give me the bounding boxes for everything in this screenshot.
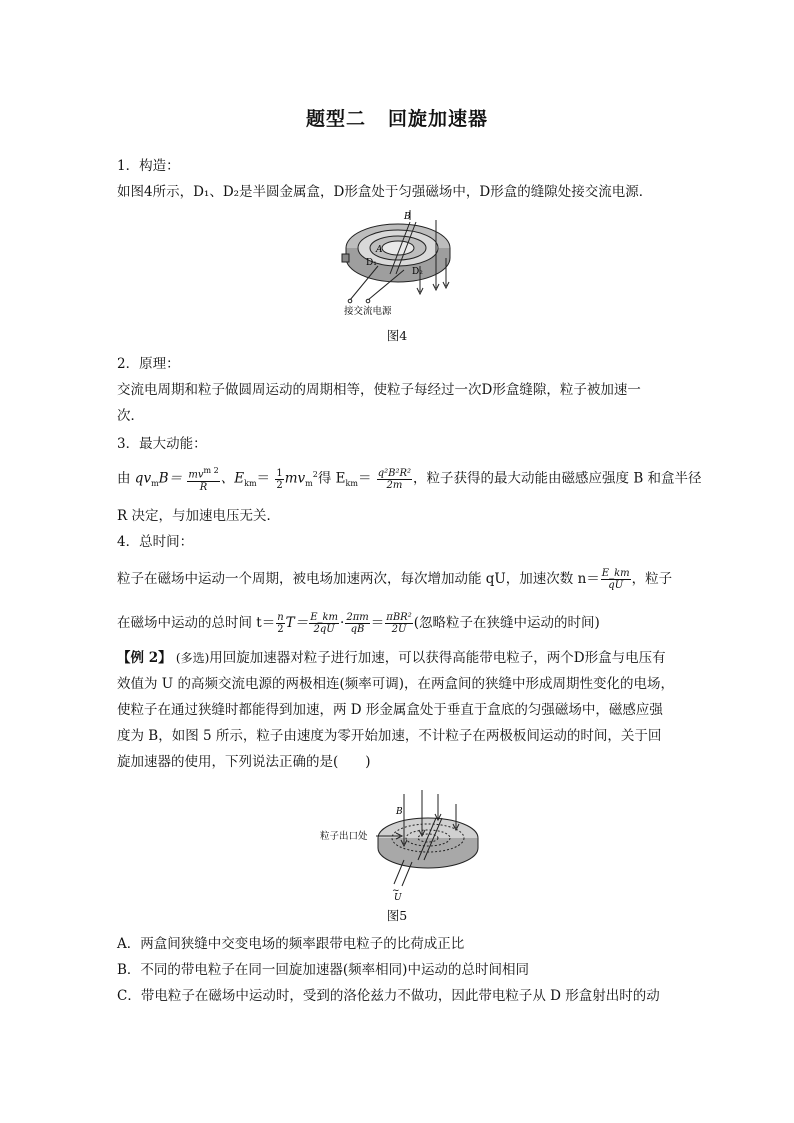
page-title xyxy=(0,104,794,131)
example-line5: 旋加速器的使用，下列说法正确的是( ) xyxy=(117,754,371,770)
example-line2: 效值为 U 的高频交流电源的两极相连(频率可调)，在两盒间的狭缝中形成周期性变化的电场， xyxy=(117,676,674,692)
figure4-cyclotron-diagram xyxy=(338,208,462,316)
section2-heading: 2．原理： xyxy=(117,356,180,372)
s4-frac-n-num: E_km xyxy=(601,568,630,579)
s4-frac-t3-den: qB xyxy=(350,624,365,635)
s4-t-mid: T＝ xyxy=(285,615,309,631)
s4-dot: · xyxy=(340,615,345,631)
example-text-1: 用回旋加速器对粒子进行加速，可以获得高能带电粒子，两个D形盒与电压有 xyxy=(209,650,666,666)
s3-frac3 xyxy=(377,468,412,491)
section2-text-line2: 次． xyxy=(117,408,144,424)
s3-mv: mv xyxy=(284,470,306,487)
s4-frac-t3-num: 2πm xyxy=(346,612,369,623)
s3-frac2-num: 1 xyxy=(276,467,283,479)
s3-mv-sub: m xyxy=(305,479,313,489)
s3-frac1-den: R xyxy=(199,481,208,493)
s4-frac-t2 xyxy=(309,612,339,635)
s4-frac-t4-den: 2U xyxy=(391,624,407,635)
option-b: B．不同的带电粒子在同一回旋加速器(频率相同)中运动的总时间相同 xyxy=(117,962,529,978)
s3-frac2 xyxy=(275,468,283,491)
fig5-label-u: U xyxy=(394,893,402,900)
s3-de: 得 E xyxy=(317,470,346,487)
s3-qv-sub: m xyxy=(151,479,159,489)
s3-frac1 xyxy=(187,465,219,492)
section4-heading: 4．总时间： xyxy=(117,534,194,550)
example-type: (多选) xyxy=(175,651,210,665)
section4-line2 xyxy=(117,610,679,636)
figure4-caption: 图4 xyxy=(386,328,408,343)
s4-frac-t4-num: πBR² xyxy=(386,612,412,623)
s4-frac-t2-num: E_km xyxy=(310,612,339,623)
s4-l2-prefix: 在磁场中运动的总时间 t＝ xyxy=(117,615,276,631)
example-line4: 度为 B，如图 5 所示，粒子由速度为零开始加速，不计粒子在两极板间运动的时间，关于回 xyxy=(117,728,662,744)
s4-l1-prefix: 粒子在磁场中运动一个周期，被电场加速两次，每次增加动能 qU，加速次数 n＝ xyxy=(117,571,600,587)
s3-qv: qv xyxy=(134,470,152,487)
figure5-cyclotron-diagram xyxy=(318,790,484,900)
example-line3: 使粒子在通过狭缝时都能得到加速，两 D 形金属盒处于垂直于盒底的匀强磁场中，磁感应强 xyxy=(117,702,663,718)
s3-frac1-sup: m 2 xyxy=(203,466,219,476)
s3-ekm2-sub: km xyxy=(345,479,358,489)
s4-eq: ＝ xyxy=(370,615,385,631)
option-c: C．带电粒子在磁场中运动时，受到的洛伦兹力不做功，因此带电粒子从 D 形盒射出时的动 xyxy=(117,988,660,1004)
s4-frac-t1-num: n xyxy=(277,612,284,623)
s3-suffix: ，粒子获得的最大动能由磁感应强度 B 和盒半径 xyxy=(413,470,702,487)
s4-l1-suffix: ，粒子 xyxy=(631,571,673,587)
fig4-label-ac: 接交流电源 xyxy=(344,306,392,316)
s3-frac3-den: 2m xyxy=(386,479,403,491)
s3-ekm-sub: km xyxy=(244,479,257,489)
section4-line1 xyxy=(117,566,679,592)
section1-text: 如图4所示，D₁、D₂是半圆金属盒，D形盒处于匀强磁场中，D形盒的缝隙处接交流电源． xyxy=(117,184,653,200)
s4-frac-t1-den: 2 xyxy=(277,624,284,635)
s3-b: B＝ xyxy=(158,470,183,487)
example-line1 xyxy=(117,648,679,668)
s4-frac-t2-den: 2qU xyxy=(313,624,335,635)
s3-eq2: ＝ xyxy=(357,470,372,487)
s4-frac-n-den: qU xyxy=(608,580,624,591)
figure5-caption: 图5 xyxy=(386,908,408,923)
fig4-label-a: A xyxy=(376,245,383,255)
fig4-label-d2: D₂ xyxy=(412,267,423,277)
section3-line2: R 决定，与加速电压无关． xyxy=(117,508,280,524)
section3-heading: 3．最大动能： xyxy=(117,436,207,452)
s4-frac-n xyxy=(601,568,631,591)
s3-frac3-num: q²B²R² xyxy=(377,467,412,479)
title-part1: 题型二 xyxy=(305,108,366,130)
fig4-label-d1: D₁ xyxy=(366,258,377,268)
s3-eq: ＝ xyxy=(256,470,271,487)
s3-frac2-den: 2 xyxy=(276,479,283,491)
fig5-label-exit: 粒子出口处 xyxy=(320,831,368,842)
s3-frac1-num: mv xyxy=(188,469,204,481)
fig4-label-b: B xyxy=(404,212,411,222)
section2-text-line1: 交流电周期和粒子做圆周运动的周期相等，使粒子每经过一次D形盒缝隙，粒子被加速一 xyxy=(117,382,641,398)
s3-mv-sup: 2 xyxy=(312,470,318,479)
fig5-label-tilde: ~ xyxy=(392,886,400,896)
s4-frac-t4 xyxy=(385,612,412,635)
example-tag: 【例 2】 xyxy=(117,650,172,666)
section1-heading: 1．构造： xyxy=(117,158,180,174)
s3-prefix: 由 xyxy=(117,470,131,487)
section3-formula-line xyxy=(117,462,702,497)
option-a: A．两盒间狭缝中交变电场的频率跟带电粒子的比荷成正比 xyxy=(117,936,465,952)
s4-frac-t3 xyxy=(345,612,369,635)
s4-l2-suffix: (忽略粒子在狭缝中运动的时间) xyxy=(413,615,600,631)
s4-frac-t1 xyxy=(276,612,284,635)
fig5-label-b: B xyxy=(396,807,403,817)
title-part2: 回旋加速器 xyxy=(388,108,489,130)
s3-sep: 、E xyxy=(220,470,245,487)
